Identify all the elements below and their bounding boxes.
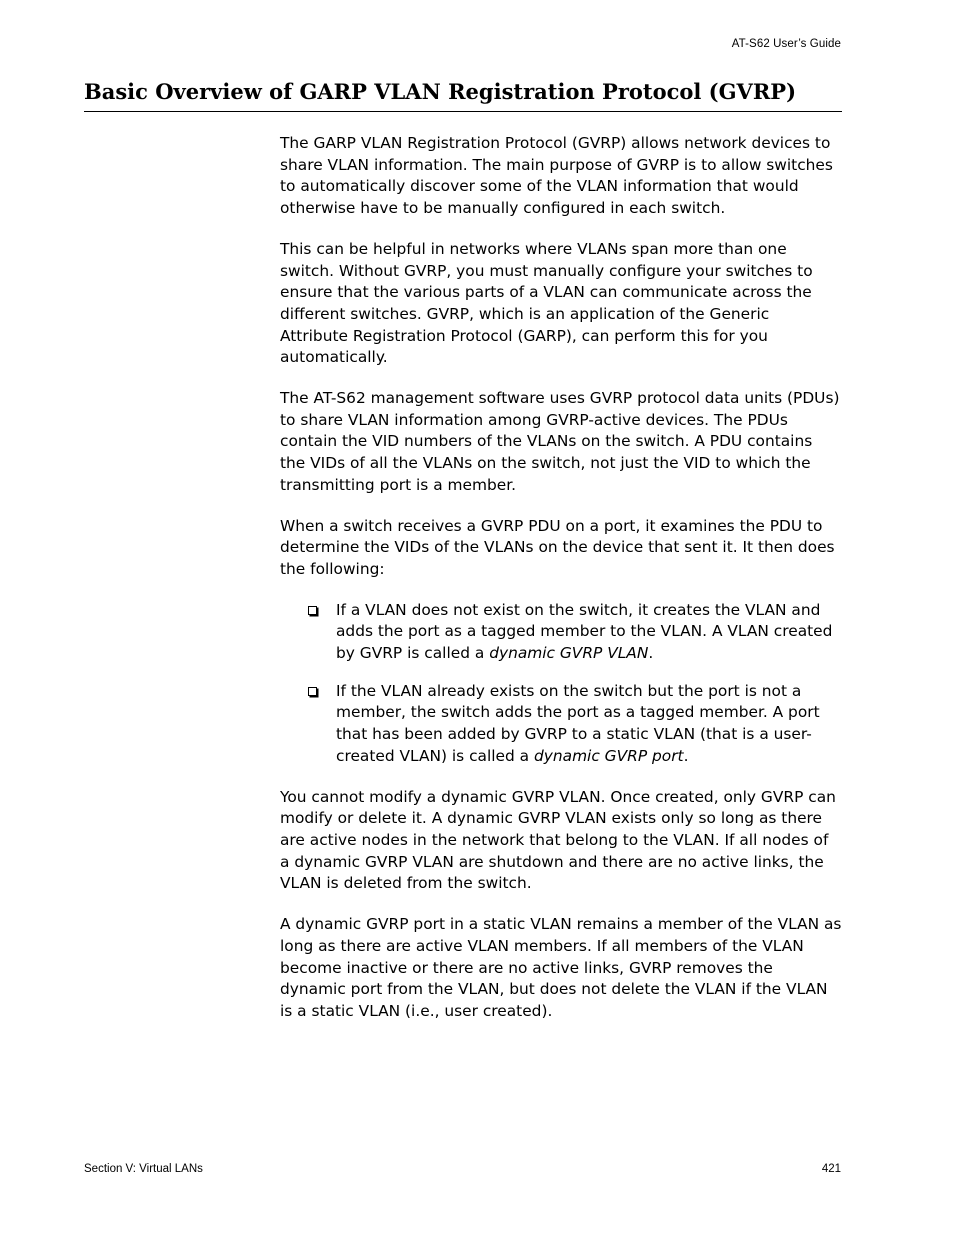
- bullet-list: [280, 600, 842, 768]
- checkbox-bullet-icon: [308, 606, 317, 615]
- footer-section-label: Section V: Virtual LANs: [84, 1163, 203, 1175]
- paragraph-gvrp-benefit: This can be helpful in networks where VLANs span more than one switch. Without GVRP, you must manually configure your switches to ensure that the various parts of a VLAN can communicate across the different switches. GVRP, which is an application of the Generic Attribute Registration Protocol (GARP), can perform this for you automatically.: [280, 239, 813, 367]
- body-text: [280, 133, 842, 1042]
- bullet-text: If a VLAN does not exist on the switch, it creates the VLAN and adds the port as a tagged member to the VLAN. A VLAN created by GVRP is called a: [336, 600, 833, 663]
- bullet-text: If the VLAN already exists on the switch but the port is not a member, the switch adds the port as a tagged member. A port that has been added by GVRP to a static VLAN (that is a user-created VLAN) is called a: [336, 681, 820, 765]
- list-item: [308, 681, 842, 768]
- paragraph-gvrp-pdus: The AT-S62 management software uses GVRP protocol data units (PDUs) to share VLAN information among GVRP-active devices. The PDUs contain the VID numbers of the VLANs on the switch. A PDU contains the VIDs of all the VLANs on the switch, not just the VID to which the transmitting port is a member.: [280, 389, 840, 494]
- paragraph-dynamic-vlan: You cannot modify a dynamic GVRP VLAN. Once created, only GVRP can modify or delete it. A dynamic GVRP VLAN exists only so long as there are active nodes in the network that belong to the VLAN. If all nodes of a dynamic GVRP VLAN are shutdown and there are no active links, the VLAN is deleted from the switch.: [280, 787, 836, 893]
- paragraph-gvrp-intro: The GARP VLAN Registration Protocol (GVRP) allows network devices to share VLAN information. The main purpose of GVRP is to allow switches to automatically discover some of the VLAN information that would otherwise have to be manually configured in each switch.: [280, 134, 833, 218]
- bullet-tail: .: [683, 746, 689, 765]
- list-item: [308, 600, 842, 665]
- paragraph-dynamic-port: A dynamic GVRP port in a static VLAN remains a member of the VLAN as long as there are active VLAN members. If all members of the VLAN become inactive or there are no active links, GVRP removes the dynamic port from the VLAN, but does not delete the VLAN if the VLAN is a static VLAN (i.e., user created).: [280, 915, 842, 1020]
- bullet-emphasis: dynamic GVRP port: [534, 746, 684, 765]
- running-header: AT-S62 User’s Guide: [731, 38, 841, 50]
- bullet-emphasis: dynamic GVRP VLAN: [489, 644, 649, 663]
- bullet-tail: .: [648, 644, 654, 663]
- section-title: Basic Overview of GARP VLAN Registration Protocol (GVRP): [84, 78, 842, 112]
- footer-page-number: 421: [821, 1163, 841, 1175]
- paragraph-pdu-receive: When a switch receives a GVRP PDU on a port, it examines the PDU to determine the VIDs of the VLANs on the device that sent it. It then does the following:: [280, 516, 835, 578]
- checkbox-bullet-icon: [308, 687, 317, 696]
